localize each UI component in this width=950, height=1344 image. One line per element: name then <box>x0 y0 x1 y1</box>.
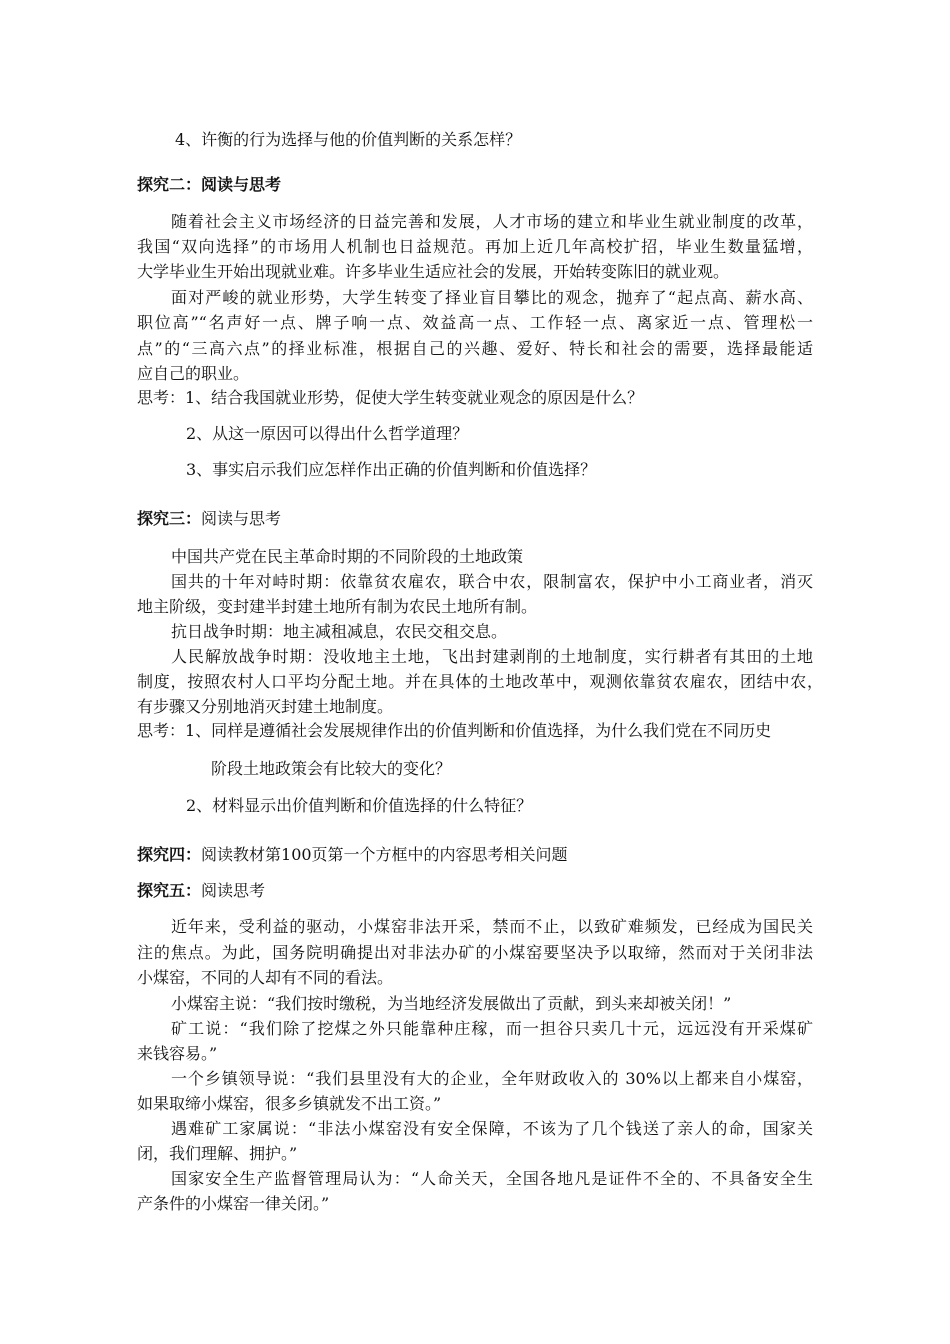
section-5-heading <box>137 880 265 902</box>
section-4-heading-label: 探究四： <box>137 845 202 864</box>
section-2-p2-line-2: 职位高”“名声好一点、牌子响一点、效益高一点、工作轻一点、离家近一点、管理松一 <box>137 313 813 332</box>
section-3-p3-line-2: 制度，按照农村人口平均分配土地。并在具体的土地改革中，观测依靠贫农雇农，团结中农， <box>137 672 823 691</box>
section-3-p3-line-1: 人民解放战争时期：没收地主土地，飞出封建剥削的土地制度，实行耕者有其田的土地 <box>171 647 813 666</box>
section-5-p1-line-3: 小煤窑，不同的人却有不同的看法。 <box>137 968 394 987</box>
section-5-p4-line-1: 一个乡镇领导说：“我们县里没有大的企业，全年财政收入的 30%以上都来自小煤窑， <box>171 1069 813 1088</box>
section-3-heading-label: 探究三： <box>137 509 202 528</box>
section-2-think-3: 3、事实启示我们应怎样作出正确的价值判断和价值选择？ <box>186 460 597 479</box>
section-2-p2-line-1: 面对严峻的就业形势，大学生转变了择业盲目攀比的观念，抛弃了“起点高、薪水高、 <box>171 288 813 307</box>
section-5-heading-text: 阅读思考 <box>201 881 266 900</box>
section-3-think-2: 2、材料显示出价值判断和价值选择的什么特征？ <box>186 796 533 815</box>
section-3-think-1: 思考：1、同样是遵循社会发展规律作出的价值判断和价值选择，为什么我们党在不同历史 <box>137 721 772 740</box>
section-2-heading: 探究二：阅读与思考 <box>137 175 282 194</box>
section-2-p2-line-4: 应自己的职业。 <box>137 364 250 383</box>
section-2-p1-line-1: 随着社会主义市场经济的日益完善和发展，人才市场的建立和毕业生就业制度的改革， <box>171 212 813 231</box>
section-5-p1-line-1: 近年来，受利益的驱动，小煤窑非法开采，禁而不止，以致矿难频发，已经成为国民关 <box>171 917 813 936</box>
section-5-p4-line-2: 如果取缔小煤窑，很多乡镇就发不出工资。” <box>137 1094 442 1113</box>
section-3-heading-text: 阅读与思考 <box>201 509 282 528</box>
section-3-think-1-cont: 阶段土地政策会有比较大的变化？ <box>211 759 452 778</box>
section-3-p1-line-1: 国共的十年对峙时期：依靠贫农雇农，联合中农，限制富农，保护中小工商业者，消灭 <box>171 572 813 591</box>
section-2-p1-line-3: 大学毕业生开始出现就业难。许多毕业生适应社会的发展，开始转变陈旧的就业观。 <box>137 262 730 281</box>
section-5-p1-line-2: 注的焦点。为此，国务院明确提出对非法办矿的小煤窑要坚决予以取缔，然而对于关闭非法 <box>137 943 813 962</box>
section-3-title: 中国共产党在民主革命时期的不同阶段的土地政策 <box>171 547 524 566</box>
section-3-p1-line-2: 地主阶级，变封建半封建土地所有制为农民土地所有制。 <box>137 597 538 616</box>
section-5-p2: 小煤窑主说：“我们按时缴税，为当地经济发展做出了贡献，到头来却被关闭！” <box>171 994 732 1013</box>
section-5-p3-line-2: 来钱容易。” <box>137 1044 218 1063</box>
section-3-p3-line-3: 有步骤又分别地消灭封建土地制度。 <box>137 697 394 716</box>
section-5-p3-line-1: 矿工说：“我们除了挖煤之外只能靠种庄稼，而一担谷只卖几十元，远远没有开采煤矿 <box>171 1019 813 1038</box>
section-3-p2: 抗日战争时期：地主减租减息，农民交租交息。 <box>171 622 508 641</box>
section-4-heading-text: 阅读教材第100页第一个方框中的内容思考相关问题 <box>201 845 568 864</box>
section-2-p1-line-2: 我国“双向选择”的市场用人机制也日益规范。再加上近几年高校扩招，毕业生数量猛增， <box>137 237 813 256</box>
question-4: 4、许衡的行为选择与他的价值判断的关系怎样？ <box>175 130 522 149</box>
section-5-p5-line-2: 闭，我们理解、拥护。” <box>137 1144 298 1163</box>
section-4-heading <box>137 844 568 866</box>
section-5-p5-line-1: 遇难矿工家属说：“非法小煤窑没有安全保障，不该为了几个钱送了亲人的命，国家关 <box>171 1119 813 1138</box>
section-2-think-2: 2、从这一原因可以得出什么哲学道理？ <box>186 424 469 443</box>
section-5-heading-label: 探究五： <box>137 881 202 900</box>
section-2-think-1: 思考：1、结合我国就业形势，促使大学生转变就业观念的原因是什么？ <box>137 388 644 407</box>
section-5-p6-line-1: 国家安全生产监督管理局认为：“人命关天，全国各地凡是证件不全的、不具备安全生 <box>171 1169 813 1188</box>
section-5-p6-line-2: 产条件的小煤窑一律关闭。” <box>137 1194 330 1213</box>
section-2-p2-line-3: 点”的“三高六点”的择业标准，根据自己的兴趣、爱好、特长和社会的需要，选择最能适 <box>137 339 813 358</box>
section-3-heading <box>137 508 281 530</box>
